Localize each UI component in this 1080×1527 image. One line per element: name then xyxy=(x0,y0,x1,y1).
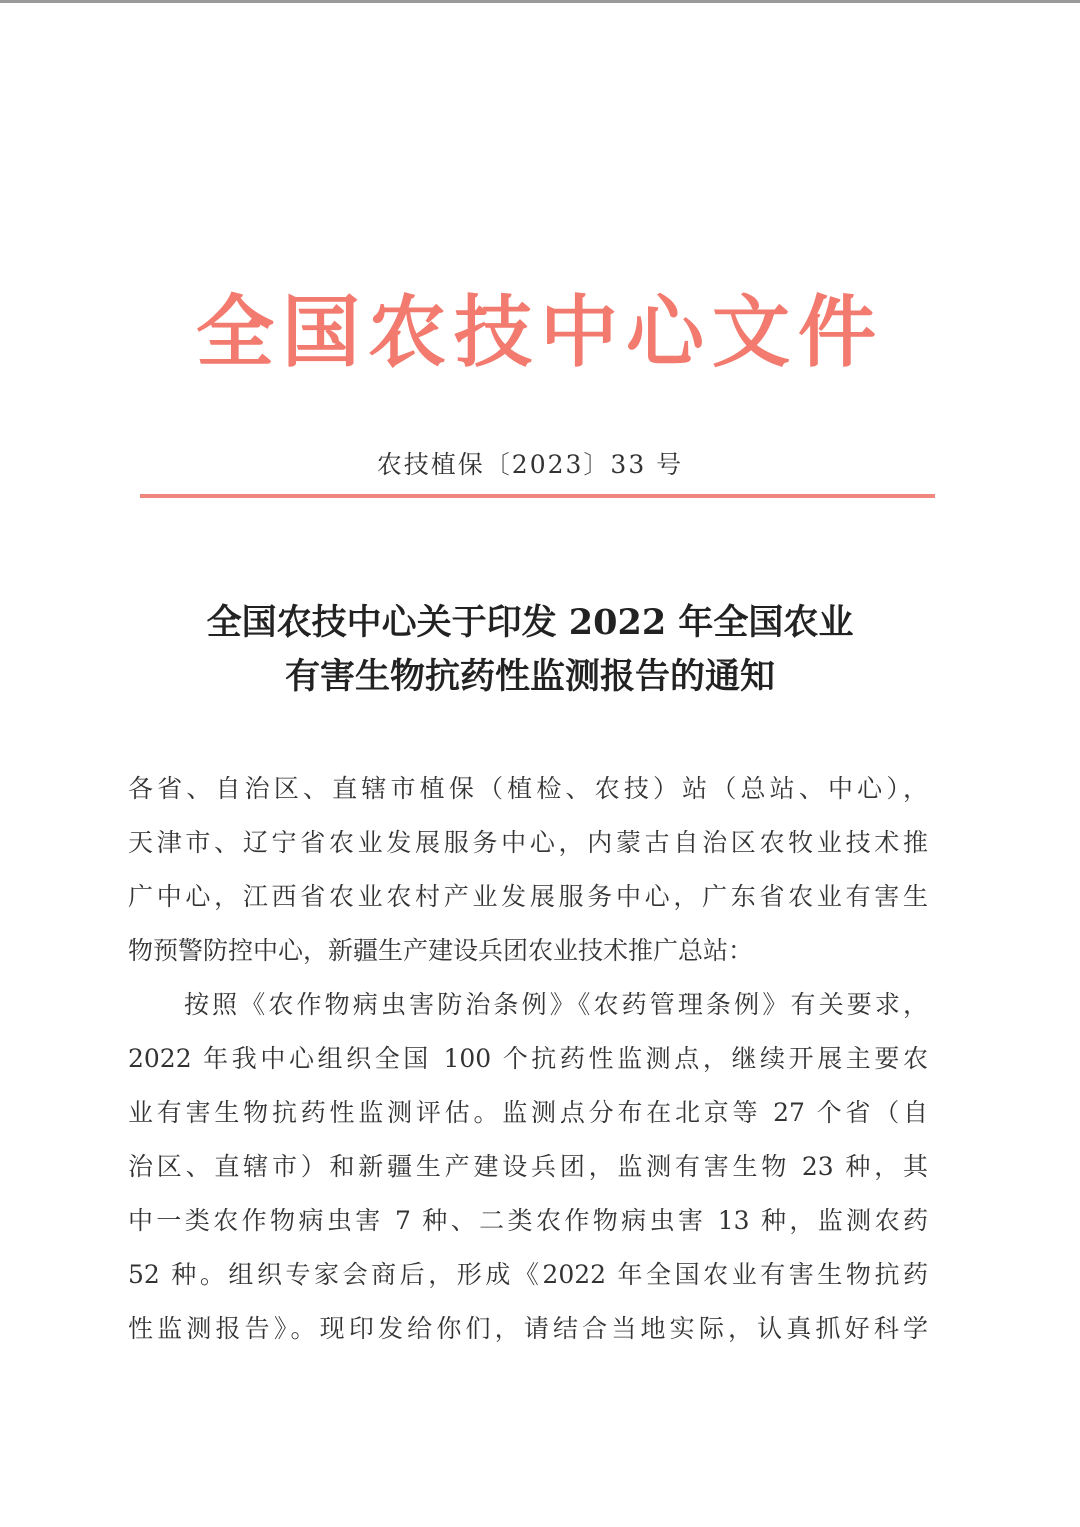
paragraph-line-1: 按照《农作物病虫害防治条例》《农药管理条例》有关要求， xyxy=(184,990,928,1019)
paragraph-line-3: 业有害生物抗药性监测评估。监测点分布在北京等 27 个省（自 xyxy=(128,1098,928,1127)
header-red-divider xyxy=(140,494,935,498)
addressee-line-2: 天津市、辽宁省农业发展服务中心，内蒙古自治区农牧业技术推 xyxy=(128,828,928,857)
document-header-title: 全国农技中心文件 xyxy=(195,287,884,378)
paragraph-line-2: 2022 年我中心组织全国 100 个抗药性监测点，继续开展主要农 xyxy=(128,1044,928,1073)
addressee-line-3: 广中心，江西省农业农村产业发展服务中心，广东省农业有害生 xyxy=(128,882,928,911)
addressee-line-1: 各省、自治区、直辖市植保（植检、农技）站（总站、中心）， xyxy=(128,774,928,803)
document-title xyxy=(0,596,1060,704)
document-title-line-1: 全国农技中心关于印发 2022 年全国农业 xyxy=(206,602,854,643)
paragraph-line-6: 52 种。组织专家会商后，形成《2022 年全国农业有害生物抗药 xyxy=(128,1260,928,1289)
paragraph-line-4: 治区、直辖市）和新疆生产建设兵团，监测有害生物 23 种，其 xyxy=(128,1152,928,1181)
paragraph-line-5: 中一类农作物病虫害 7 种、二类农作物病虫害 13 种，监测农药 xyxy=(128,1206,928,1235)
scan-top-edge xyxy=(0,0,1080,3)
addressee-line-4: 物预警防控中心，新疆生产建设兵团农业技术推广总站： xyxy=(128,936,754,965)
document-number: 农技植保〔2023〕33 号 xyxy=(376,450,684,479)
document-title-line-2: 有害生物抗药性监测报告的通知 xyxy=(284,656,775,697)
paragraph-line-7: 性监测报告》。现印发给你们，请结合当地实际，认真抓好科学 xyxy=(128,1314,928,1343)
document-body xyxy=(128,762,928,1356)
